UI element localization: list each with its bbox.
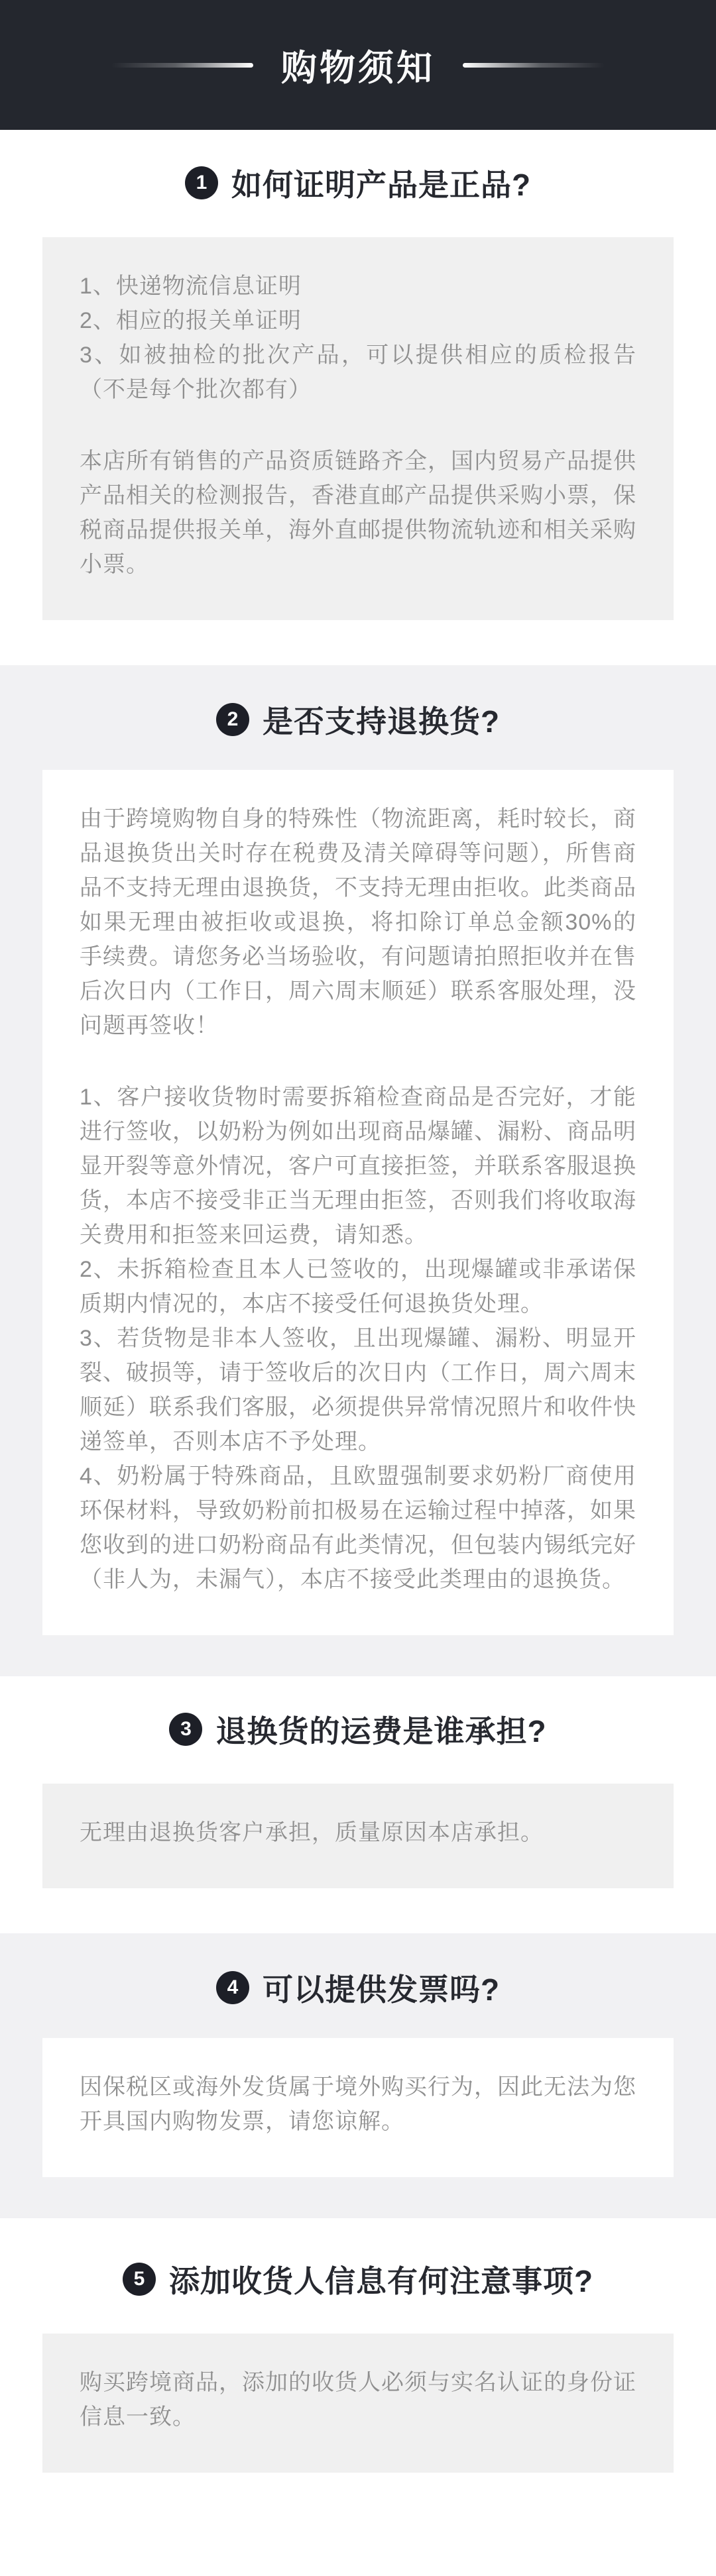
answer-paragraph: 本店所有销售的产品资质链路齐全，国内贸易产品提供产品相关的检测报告，香港直邮产品提供采购小票，保税商品提供报关单，海外直邮提供物流轨迹和相关采购小票。 <box>80 449 636 577</box>
question-title-1: 如何证明产品是正品? <box>231 168 532 202</box>
answer-paragraph: 3、若货物是非本人签收，且出现爆罐、漏粉、明显开裂、破损等，请于签收后的次日内（工作日，周六周末顺延）联系我们客服，必须提供异常情况照片和收件快递签单，否则本店不予处理。 <box>80 1326 636 1454</box>
faq-section-authenticity <box>0 150 716 620</box>
question-heading-5 <box>0 2246 716 2312</box>
answer-box-2 <box>42 770 674 1635</box>
question-title-3: 退换货的运费是谁承担? <box>215 1714 547 1748</box>
number-badge-3-icon: 3 <box>169 1713 202 1746</box>
faq-section-invoice <box>0 1933 716 2218</box>
answer-paragraph: 2、相应的报关单证明 <box>80 308 302 333</box>
answer-box-1 <box>42 237 674 620</box>
faq-section-shipping-fee <box>0 1696 716 1888</box>
question-heading-4 <box>0 1955 716 2021</box>
answer-paragraph: 1、快递物流信息证明 <box>80 274 302 299</box>
number-badge-5-icon: 5 <box>123 2263 156 2296</box>
question-title-4: 可以提供发票吗? <box>262 1972 501 2007</box>
question-title-5: 添加收货人信息有何注意事项? <box>168 2264 594 2298</box>
faq-section-returns <box>0 665 716 1676</box>
answer-paragraph: 2、未拆箱检查且本人已签收的，出现爆罐或非承诺保质期内情况的，本店不接受任何退换货处理。 <box>80 1257 636 1316</box>
faq-section-consignee <box>0 2246 716 2473</box>
answer-paragraph: 因保税区或海外发货属于境外购买行为，因此无法为您开具国内购物发票，请您谅解。 <box>80 2074 636 2134</box>
number-badge-2-icon: 2 <box>216 703 249 736</box>
answer-box-5 <box>42 2334 674 2473</box>
question-heading-2 <box>0 686 716 753</box>
question-heading-1 <box>0 150 716 216</box>
answer-box-4 <box>42 2038 674 2177</box>
answer-paragraph: 由于跨境购物自身的特殊性（物流距离，耗时较长，商品退换货出关时存在税费及清关障碍等问题），所售商品不支持无理由退换货，不支持无理由拒收。此类商品如果无理由被拒收或退换，将扣除订单总金额30%的手续费。请您务必当场验收，有问题请拍照拒收并在售后次日内（工作日，周六周末顺延）联系客服处理，没问题再签收！ <box>80 806 636 1038</box>
number-badge-4-icon: 4 <box>216 1971 249 2004</box>
number-badge-1-icon: 1 <box>185 166 218 199</box>
answer-paragraph: 4、奶粉属于特殊商品，且欧盟强制要求奶粉厂商使用环保材料，导致奶粉前扣极易在运输过程中掉落，如果您收到的进口奶粉商品有此类情况，但包装内锡纸完好（非人为，未漏气），本店不接受此类理由的退换货。 <box>80 1464 636 1592</box>
page-title: 购物须知 <box>281 48 435 88</box>
header-banner <box>0 0 716 130</box>
answer-paragraph: 无理由退换货客户承担，质量原因本店承担。 <box>80 1820 544 1845</box>
decorative-line-left-icon <box>111 63 253 68</box>
question-heading-3 <box>0 1696 716 1762</box>
answer-paragraph: 3、如被抽检的批次产品，可以提供相应的质检报告（不是每个批次都有） <box>80 343 636 402</box>
answer-box-3 <box>42 1784 674 1888</box>
decorative-line-right-icon <box>463 63 605 68</box>
question-title-2: 是否支持退换货? <box>262 704 501 739</box>
answer-paragraph: 购买跨境商品，添加的收货人必须与实名认证的身份证信息一致。 <box>80 2370 636 2430</box>
answer-paragraph: 1、客户接收货物时需要拆箱检查商品是否完好，才能进行签收，以奶粉为例如出现商品爆罐、漏粉、商品明显开裂等意外情况，客户可直接拒签，并联系客服退换货，本店不接受非正当无理由拒签，否则我们将收取海关费用和拒签来回运费，请知悉。 <box>80 1085 636 1248</box>
